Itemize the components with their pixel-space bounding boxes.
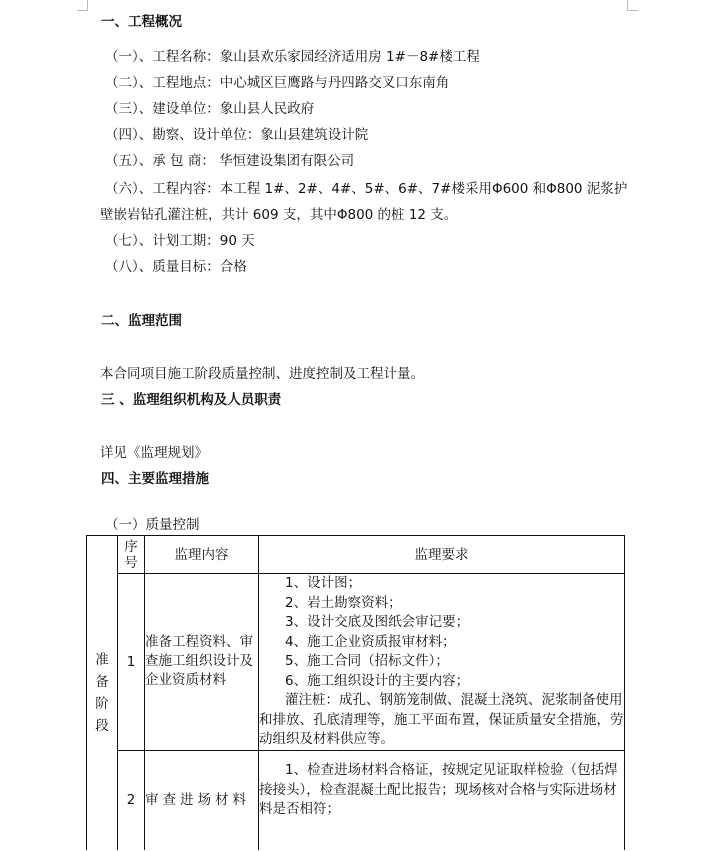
row-content: 审查进场材料 [145, 750, 259, 850]
header-seq-line1: 序 [124, 538, 138, 555]
section-2-title: 二、监理范围 [101, 313, 182, 329]
stage-char: 段 [95, 718, 109, 734]
page-corner-mark-left [77, 0, 88, 11]
survey-design-unit: （四）、勘察、设计单位：象山县建筑设计院 [105, 127, 369, 143]
stage-char: 备 [95, 674, 109, 690]
requirement-item: 5、施工合同（招标文件）； [285, 653, 449, 669]
table-row [87, 750, 625, 850]
row-number: 1 [118, 574, 145, 751]
section-3-title: 三 、监理组织机构及人员职责 [101, 392, 282, 408]
header-seq-line2: 号 [124, 554, 138, 571]
project-location: （二）、工程地点：中心城区巨鹰路与丹四路交叉口东南角 [105, 75, 450, 91]
requirement-item: 3、设计交底及图纸会审记要； [285, 614, 470, 630]
quality-target: （八）、质量目标：合格 [105, 259, 247, 275]
project-owner: （三）、建设单位：象山县人民政府 [105, 101, 315, 117]
requirement-item: 灌注桩：成孔、钢筋笼制做、混凝土浇筑、泥浆制备使用和排放、孔底清理等，施工平面布置，保证质量安全措施，劳动组织及材料供应等。 [259, 692, 624, 747]
section-4-title: 四、主要监理措施 [101, 471, 209, 487]
row-number: 2 [118, 750, 145, 850]
organization-text: 详见《监理规划》 [100, 445, 208, 461]
requirement-item: 1、设计图； [285, 575, 362, 591]
project-name: （一）、工程名称：象山县欢乐家园经济适用房 1#－8#楼工程 [105, 49, 480, 65]
requirement-item: 6、施工组织设计的主要内容； [285, 672, 470, 689]
section-1-title: 一、工程概况 [101, 14, 182, 30]
stage-char: 准 [95, 652, 109, 668]
page-corner-mark-right [627, 0, 638, 11]
row-requirements [259, 750, 625, 850]
contractor: （五）、承 包 商： 华恒建设集团有限公司 [105, 153, 355, 169]
quality-control-table [86, 535, 625, 850]
supervision-scope-text: 本合同项目施工阶段质量控制、进度控制及工程计量。 [100, 366, 424, 382]
table-row [87, 574, 625, 751]
requirement-item: 2、岩土勘察资料； [285, 594, 402, 611]
stage-cell [87, 536, 118, 851]
header-content: 监理内容 [145, 536, 259, 574]
row-requirements [259, 574, 625, 751]
planned-duration: （七）、计划工期：90 天 [105, 233, 255, 249]
header-seq [118, 536, 145, 574]
quality-control-subtitle: （一）质量控制 [105, 517, 200, 533]
project-content: （六）、工程内容：本工程 1#、2#、4#、5#、6#、7#楼采用Φ600 和Φ800 泥浆护 [105, 181, 628, 197]
requirement-item: 1、检查进场材料合格证，按规定见证取样检验（包括焊接接头），检查混凝土配比报告；现场核对合格与实际进场材料是否相符； [259, 762, 618, 817]
project-content-continued: 壁嵌岩钻孔灌注桩，共计 609 支，其中Φ800 的桩 12 支。 [100, 207, 458, 223]
table-header-row [87, 536, 625, 574]
row-content: 准备工程资料、审查施工组织设计及企业资质材料 [145, 574, 259, 751]
stage-char: 阶 [95, 696, 109, 712]
requirement-item: 4、施工企业资质报审材料； [285, 633, 456, 650]
header-requirement: 监理要求 [259, 536, 625, 574]
